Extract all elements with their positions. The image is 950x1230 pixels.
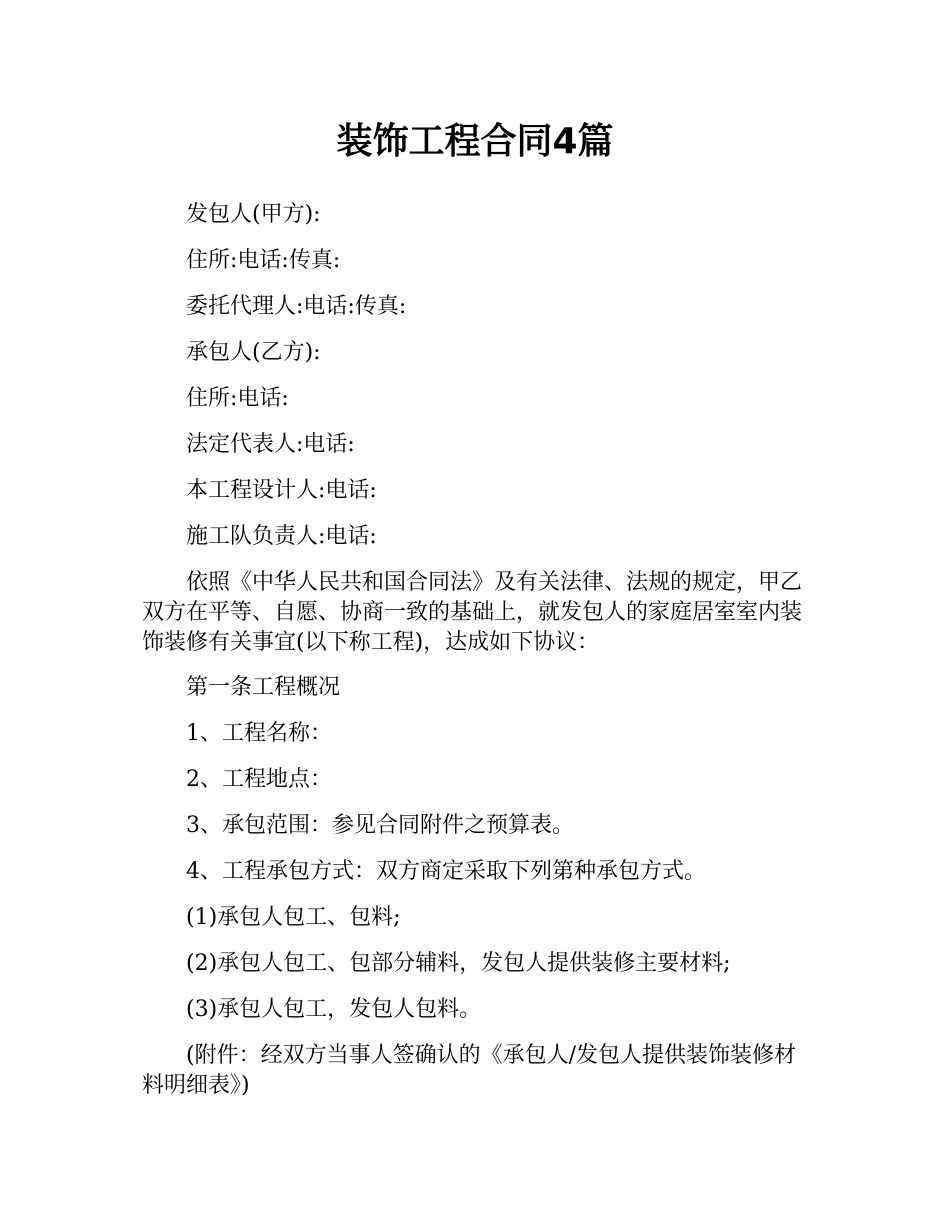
paragraph-article-1-heading: 第一条工程概况 [186, 675, 341, 700]
paragraph-employer: 发包人(甲方): [186, 202, 321, 227]
paragraph-employer-agent: 委托代理人:电话:传真: [186, 294, 407, 319]
paragraph-construction-lead: 施工队负责人:电话: [186, 524, 377, 549]
paragraph-contract-method: 4、工程承包方式：双方商定采取下列第种承包方式。 [186, 859, 706, 884]
paragraph-contractor-address: 住所:电话: [186, 386, 289, 411]
paragraph-contract-scope: 3、承包范围：参见合同附件之预算表。 [186, 813, 574, 838]
paragraph-employer-address: 住所:电话:传真: [186, 248, 341, 273]
paragraph-option-2: (2)承包人包工、包部分辅料，发包人提供装修主要材料; [186, 951, 731, 976]
paragraph-legal-representative: 法定代表人:电话: [186, 432, 355, 457]
paragraph-project-location: 2、工程地点： [186, 767, 332, 792]
paragraph-attachment-note: (附件：经双方当事人签确认的《承包人/发包人提供装饰装修材料明细表》) [142, 1043, 796, 1098]
paragraph-project-name: 1、工程名称： [186, 721, 332, 746]
document-title: 装饰工程合同4篇 [336, 121, 614, 162]
document-body [142, 200, 814, 1116]
paragraph-contractor: 承包人(乙方): [186, 340, 321, 365]
paragraph-preamble: 依照《中华人民共和国合同法》及有关法律、法规的规定，甲乙双方在平等、自愿、协商一致的基础上，就发包人的家庭居室室内装饰装修有关事宜(以下称工程)，达成如下协议： [142, 570, 803, 655]
paragraph-option-3: (3)承包人包工，发包人包料。 [186, 997, 482, 1022]
paragraph-designer: 本工程设计人:电话: [186, 478, 377, 503]
paragraph-option-1: (1)承包人包工、包料; [186, 905, 401, 930]
